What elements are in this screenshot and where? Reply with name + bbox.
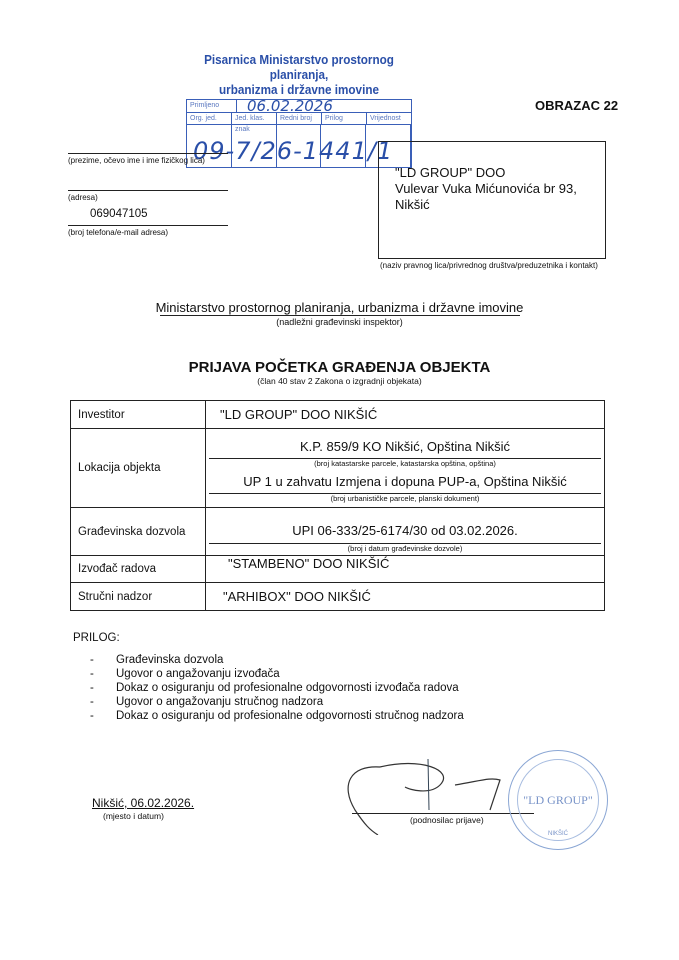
location-label: Lokacija objekta	[71, 429, 206, 508]
details-table	[70, 400, 605, 611]
document-title: PRIJAVA POČETKA GRAĐENJA OBJEKTA	[188, 359, 491, 376]
contractor-value: "STAMBENO" DOO NIKŠIĆ	[206, 556, 605, 583]
supervision-label: Stručni nadzor	[71, 583, 206, 611]
attachment-item: - Dokaz o osiguranju od profesionalne odgovornosti stručnog nadzora	[90, 710, 464, 722]
authority-name: Ministarstvo prostornog planiranja, urbanizma i državne imovine	[155, 300, 524, 315]
stamp-col: Redni broj	[277, 113, 322, 124]
stamp-col: Vrijednost	[370, 115, 401, 122]
contractor-label: Izvođač radova	[71, 556, 206, 583]
permit-hint: (broj i datum građevinske dozvole)	[347, 543, 463, 553]
investor-label: Investitor	[71, 401, 206, 429]
company-name: "LD GROUP" DOO	[395, 165, 506, 180]
company-label: (naziv pravnog lica/privrednog društva/preduzetnika i kontakt)	[380, 261, 598, 270]
place-date: Nikšić, 06.02.2026.	[92, 796, 195, 810]
signer-label: (podnosilac prijave)	[410, 815, 484, 825]
permit-value: UPI 06-333/25-6174/30 od 03.02.2026.	[292, 522, 518, 538]
attachments-list	[88, 654, 464, 724]
attachment-item: - Ugovor o angažovanju izvođača	[90, 668, 280, 680]
stamp-col: Prilog	[322, 113, 367, 124]
supervision-value: "ARHIBOX" DOO NIKŠIĆ	[206, 583, 605, 611]
investor-value: "LD GROUP" DOO NIKŠIĆ	[206, 401, 605, 429]
stamp-col: Org. jed.	[187, 113, 232, 124]
urban-value: UP 1 u zahvatu Izmjena i dopuna PUP-a, Opština Nikšić	[243, 474, 567, 489]
attachments-label: PRILOG:	[73, 632, 120, 644]
parcel-value: K.P. 859/9 KO Nikšić, Opština Nikšić	[299, 439, 510, 454]
company-city: Nikšić	[395, 197, 430, 212]
received-label: Primljeno	[187, 100, 237, 112]
company-seal	[508, 750, 608, 850]
seal-city: NIKŠIĆ	[547, 831, 568, 837]
phone-label: (broj telefona/e-mail adresa)	[68, 228, 169, 237]
address-label: (adresa)	[68, 193, 98, 202]
stamp-col: Jed. klas. znak	[232, 113, 277, 124]
seal-text: "LD GROUP"	[523, 793, 593, 807]
attachment-item: - Građevinska dozvola	[90, 654, 224, 666]
authority-label: (nadležni građevinski inspektor)	[276, 317, 403, 327]
place-date-label: (mjesto i datum)	[103, 811, 164, 821]
urban-hint: (broj urbanističke parcele, planski dokument)	[330, 494, 480, 503]
received-date: 06.02.2026	[247, 97, 333, 115]
company-box	[378, 141, 606, 259]
document-subtitle: (član 40 stav 2 Zakona o izgradnji objekata)	[257, 376, 422, 386]
parcel-hint: (broj katastarske parcele, katastarska opština, opština)	[314, 459, 496, 468]
stamp-title-2: urbanizma i državne imovine	[219, 82, 379, 97]
stamp-title-1: Pisarnica Ministarstvo prostornog planiranja,	[204, 52, 394, 82]
form-code: OBRAZAC 22	[535, 98, 619, 113]
attachment-item: - Dokaz o osiguranju od profesionalne odgovornosti izvođača radova	[90, 682, 459, 694]
company-street: Vulevar Vuka Mićunovića br 93,	[395, 181, 577, 196]
attachment-item: - Ugovor o angažovanju stručnog nadzora	[90, 696, 324, 708]
registry-number: 09-7/26-1441/1	[193, 137, 394, 165]
name-label: (prezime, očevo ime i ime fizičkog lica)	[68, 156, 205, 165]
phone: 069047105	[90, 208, 148, 220]
permit-label: Građevinska dozvola	[71, 508, 206, 556]
